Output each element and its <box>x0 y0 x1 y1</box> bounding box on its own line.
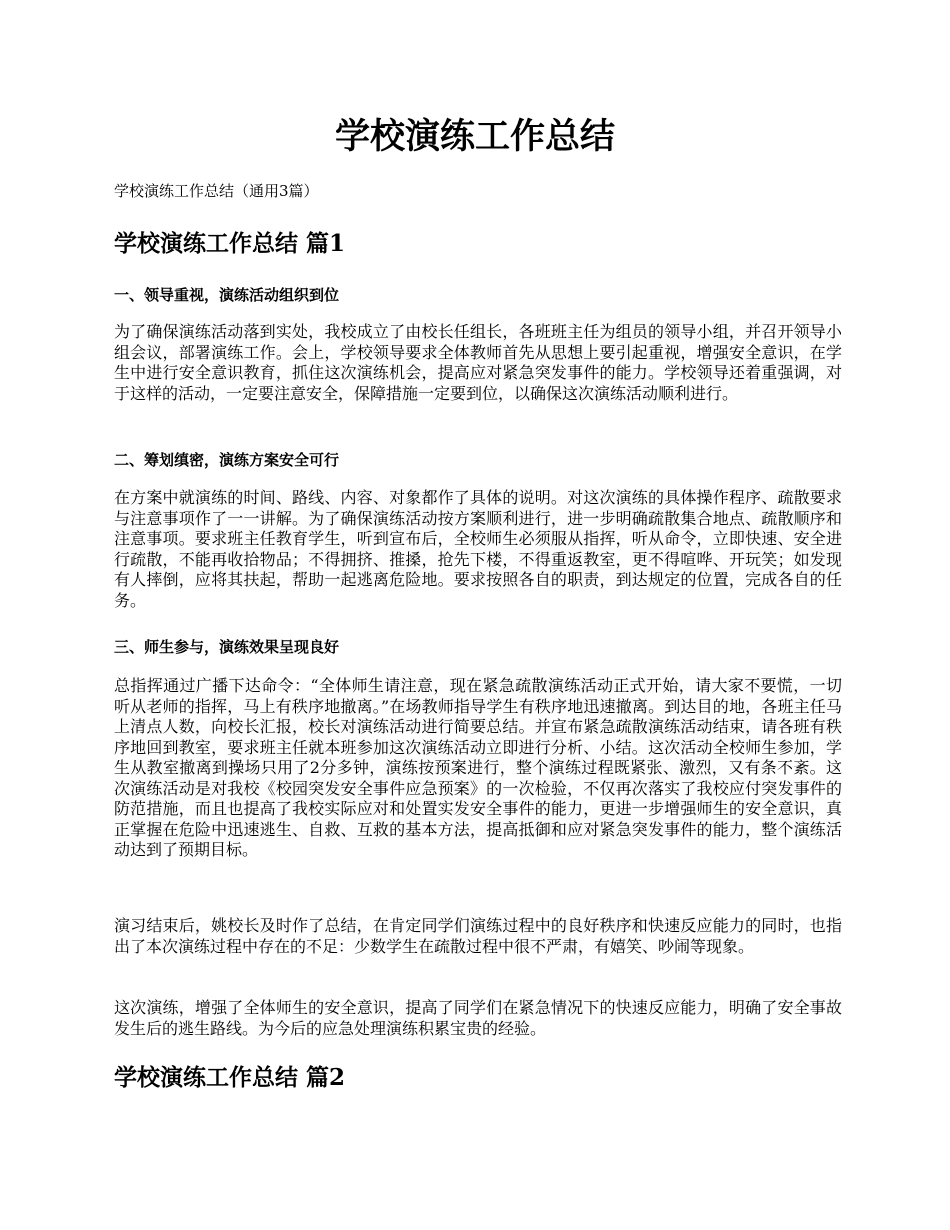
document-subtitle: 学校演练工作总结（通用3篇） <box>114 182 319 200</box>
section-1-paragraph-2: 在方案中就演练的时间、路线、内容、对象都作了具体的说明。对这次演练的具体操作程序、疏散要求与注意事项作了一一讲解。为了确保演练活动按方案顺利进行，进一步明确疏散集合地点、疏散顺序和注意事项。要求班主任教育学生，听到宣布后，全校师生必须服从指挥，听从命令，立即快速、安全进行疏散，不能再收拾物品；不得拥挤、推搡，抢先下楼，不得重返教室，更不得喧哗、开玩笑；如发现有人摔倒，应将其扶起，帮助一起逃离危险地。要求按照各自的职责，到达规定的位置，完成各自的任务。 <box>114 488 842 610</box>
section-1-paragraph-3: 总指挥通过广播下达命令：“全体师生请注意，现在紧急疏散演练活动正式开始，请大家不要慌，一切听从老师的指挥，马上有秩序地撤离。”在场教师指导学生有秩序地迅速撤离。到达目的地，各班主任马上清点人数，向校长汇报，校长对演练活动进行简要总结。并宣布紧急疏散演练活动结束，请各班有秩序地回到教室，要求班主任就本班参加这次演练活动立即进行分析、小结。这次活动全校师生参加，学生从教室撤离到操场只用了2分多钟，演练按预案进行，整个演练过程既紧张、激烈，又有条不紊。这次演练活动是对我校《校园突发安全事件应急预案》的一次检验，不仅再次落实了我校应付突发事件的防范措施，而且也提高了我校实际应对和处置实发安全事件的能力，更进一步增强师生的安全意识，真正掌握在危险中迅速逃生、自救、互救的基本方法，提高抵御和应对紧急突发事件的能力，整个演练活动达到了预期目标。 <box>114 676 842 859</box>
section-1-subheading-2: 二、筹划缜密，演练方案安全可行 <box>114 451 340 469</box>
section-1-paragraph-1: 为了确保演练活动落到实处，我校成立了由校长任组长，各班班主任为组员的领导小组，并召开领导小组会议，部署演练工作。会上，学校领导要求全体教师首先从思想上要引起重视，增强安全意识，在学生中进行安全意识教育，抓住这次演练机会，提高应对紧急突发事件的能力。学校领导还着重强调，对于这样的活动，一定要注意安全，保障措施一定要到位，以确保这次演练活动顺利进行。 <box>114 322 842 403</box>
document-title: 学校演练工作总结 <box>334 116 615 157</box>
section-1-heading: 学校演练工作总结 篇1 <box>114 230 346 257</box>
section-1-paragraph-5: 这次演练，增强了全体师生的安全意识，提高了同学们在紧急情况下的快速反应能力，明确了安全事故发生后的逃生路线。为今后的应急处理演练积累宝贵的经验。 <box>114 998 842 1038</box>
section-1-subheading-3: 三、师生参与，演练效果呈现良好 <box>114 638 340 656</box>
section-2-heading: 学校演练工作总结 篇2 <box>114 1064 346 1091</box>
section-1-paragraph-4: 演习结束后，姚校长及时作了总结，在肯定同学们演练过程中的良好秩序和快速反应能力的同时，也指出了本次演练过程中存在的不足：少数学生在疏散过程中很不严肃，有嬉笑、吵闹等现象。 <box>114 916 842 956</box>
section-1-subheading-1: 一、领导重视，演练活动组织到位 <box>114 286 340 304</box>
